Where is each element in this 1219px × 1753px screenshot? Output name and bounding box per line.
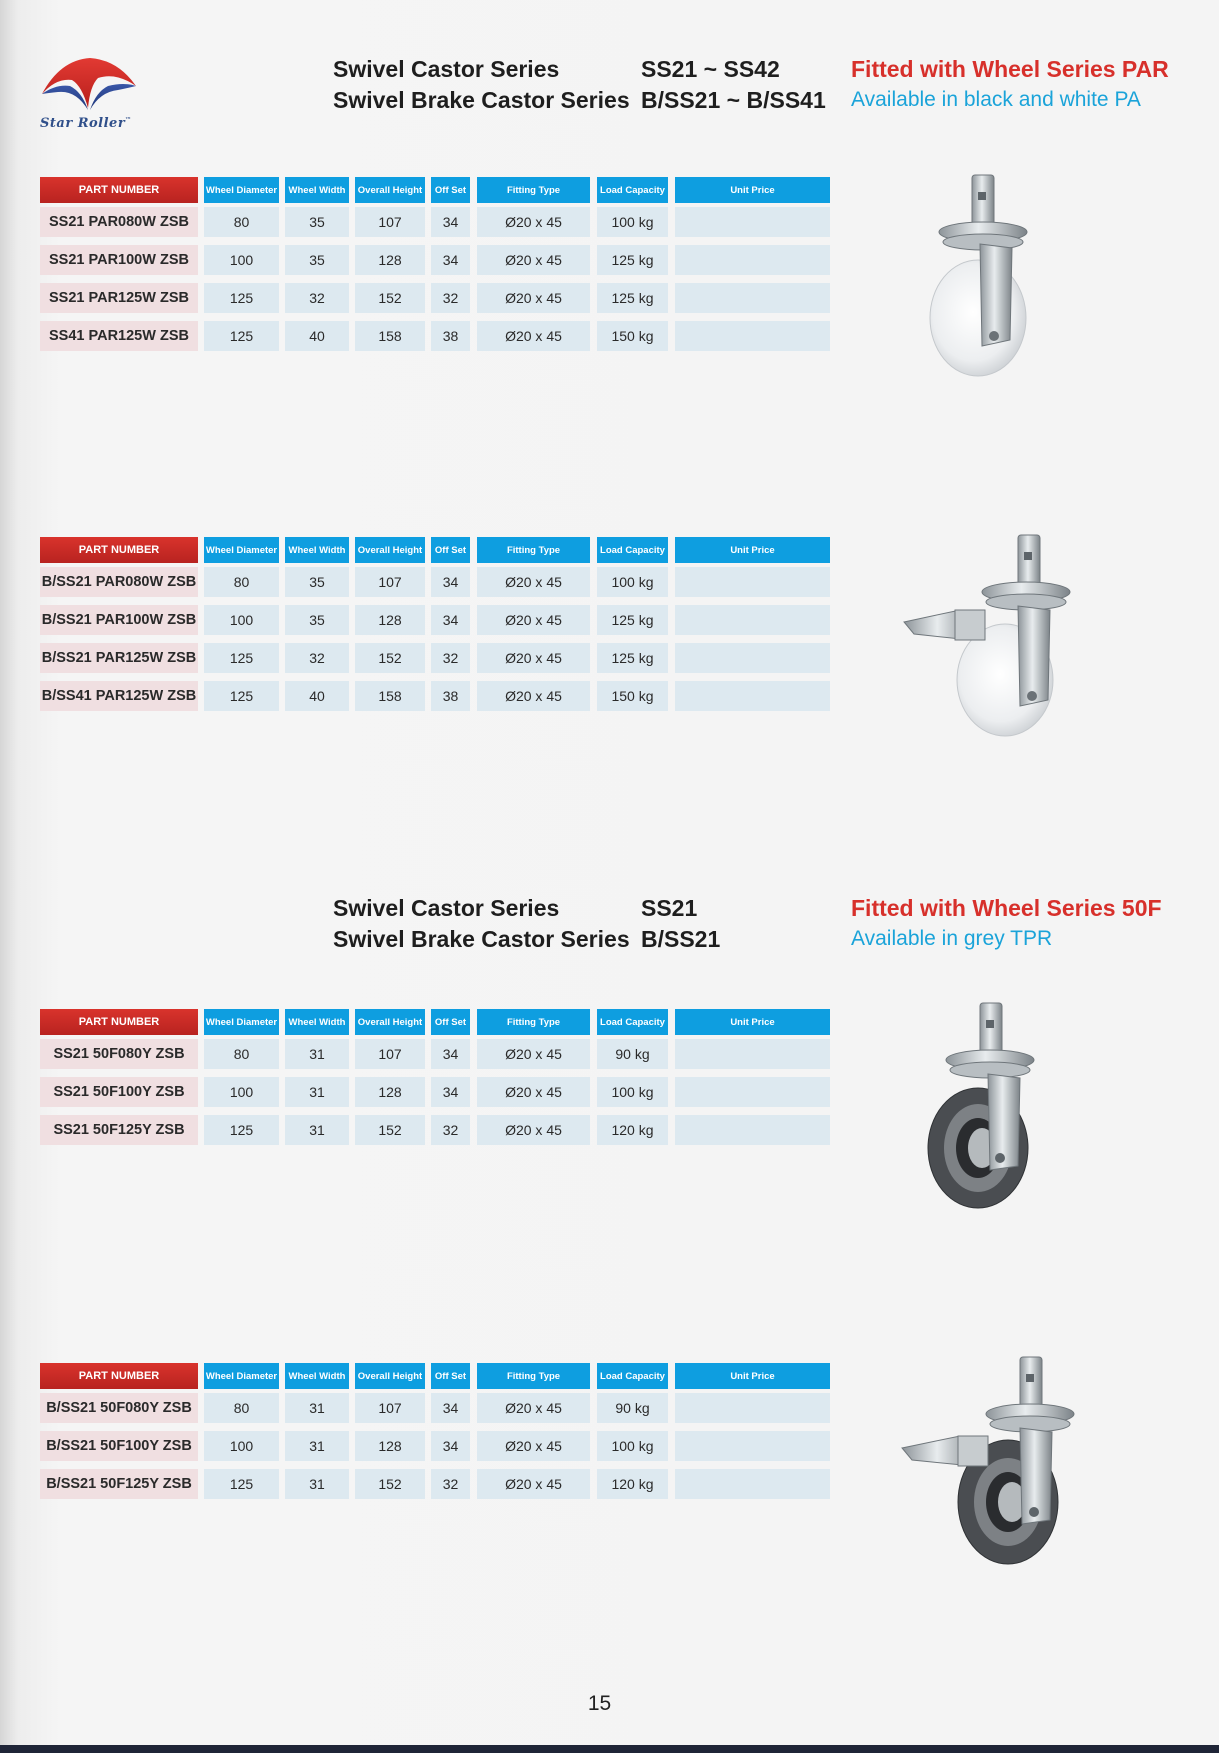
- series-title: Swivel Castor Series: [333, 56, 560, 82]
- col-unit-price: Unit Price: [675, 537, 830, 563]
- col-wheel-diameter: Wheel Diameter: [204, 1363, 279, 1389]
- wheel-diameter: 125: [204, 1469, 279, 1499]
- fitting-type: Ø20 x 45: [477, 1115, 590, 1145]
- off-set: 34: [431, 1077, 470, 1107]
- fitting-type: Ø20 x 45: [477, 1077, 590, 1107]
- table-row: [40, 1389, 830, 1427]
- overall-height: 158: [355, 321, 425, 351]
- wheel-width: 31: [285, 1077, 349, 1107]
- part-number: B/SS21 50F100Y ZSB: [40, 1431, 198, 1461]
- part-number: B/SS21 50F080Y ZSB: [40, 1393, 198, 1423]
- unit-price: [675, 1039, 830, 1069]
- wheel-diameter: 125: [204, 643, 279, 673]
- off-set: 38: [431, 321, 470, 351]
- load-capacity: 125 kg: [597, 283, 668, 313]
- overall-height: 128: [355, 245, 425, 275]
- table-row: [40, 241, 830, 279]
- brand-logo: [38, 56, 148, 136]
- col-fitting-type: Fitting Type: [477, 1363, 590, 1389]
- off-set: 34: [431, 605, 470, 635]
- fitting-type: Ø20 x 45: [477, 605, 590, 635]
- brand-name: [40, 116, 132, 131]
- availability-note: Available in grey TPR: [851, 927, 1053, 950]
- col-part-number: PART NUMBER: [40, 1363, 198, 1389]
- series-code: SS21: [641, 895, 698, 921]
- part-number: SS21 50F100Y ZSB: [40, 1077, 198, 1107]
- off-set: 34: [431, 1039, 470, 1069]
- unit-price: [675, 1115, 830, 1145]
- part-number: SS41 PAR125W ZSB: [40, 321, 198, 351]
- col-part-number: PART NUMBER: [40, 537, 198, 563]
- fitting-type: Ø20 x 45: [477, 1393, 590, 1423]
- overall-height: 107: [355, 207, 425, 237]
- col-wheel-width: Wheel Width: [285, 1009, 349, 1035]
- brake-castor-white-wheel-icon: [900, 530, 1090, 750]
- load-capacity: 125 kg: [597, 643, 668, 673]
- load-capacity: 100 kg: [597, 1431, 668, 1461]
- col-off-set: Off Set: [431, 537, 470, 563]
- col-unit-price: Unit Price: [675, 1009, 830, 1035]
- col-unit-price: Unit Price: [675, 177, 830, 203]
- load-capacity: 90 kg: [597, 1393, 668, 1423]
- unit-price: [675, 1469, 830, 1499]
- part-number: SS21 PAR125W ZSB: [40, 283, 198, 313]
- wheel-width: 32: [285, 643, 349, 673]
- page-number: 15: [587, 1692, 612, 1715]
- col-off-set: Off Set: [431, 1009, 470, 1035]
- wheel-diameter: 80: [204, 1393, 279, 1423]
- wheel-width: 35: [285, 207, 349, 237]
- spec-table-swivel-50f: [40, 1009, 830, 1149]
- availability-note: Available in black and white PA: [851, 88, 1141, 111]
- col-overall-height: Overall Height: [355, 537, 425, 563]
- off-set: 32: [431, 1115, 470, 1145]
- table-row: [40, 639, 830, 677]
- wheel-diameter: 100: [204, 605, 279, 635]
- fitting-type: Ø20 x 45: [477, 283, 590, 313]
- overall-height: 107: [355, 1393, 425, 1423]
- unit-price: [675, 207, 830, 237]
- wheel-width: 40: [285, 321, 349, 351]
- fitting-type: Ø20 x 45: [477, 567, 590, 597]
- col-fitting-type: Fitting Type: [477, 1009, 590, 1035]
- wheel-width: 31: [285, 1115, 349, 1145]
- unit-price: [675, 283, 830, 313]
- col-overall-height: Overall Height: [355, 1009, 425, 1035]
- col-wheel-width: Wheel Width: [285, 1363, 349, 1389]
- trademark-mark: ™: [125, 116, 132, 124]
- overall-height: 128: [355, 1077, 425, 1107]
- fitting-type: Ø20 x 45: [477, 245, 590, 275]
- table-row: [40, 203, 830, 241]
- wheel-width: 40: [285, 681, 349, 711]
- table-row: [40, 1073, 830, 1111]
- swivel-castor-grey-wheel-icon: [920, 998, 1070, 1218]
- overall-height: 128: [355, 1431, 425, 1461]
- table-header: [40, 1363, 830, 1389]
- off-set: 32: [431, 1469, 470, 1499]
- overall-height: 152: [355, 1469, 425, 1499]
- fitting-type: Ø20 x 45: [477, 681, 590, 711]
- off-set: 32: [431, 643, 470, 673]
- col-part-number: PART NUMBER: [40, 177, 198, 203]
- unit-price: [675, 245, 830, 275]
- fitting-type: Ø20 x 45: [477, 1431, 590, 1461]
- wheel-diameter: 80: [204, 207, 279, 237]
- part-number: B/SS21 50F125Y ZSB: [40, 1469, 198, 1499]
- wheel-width: 32: [285, 283, 349, 313]
- col-load-capacity: Load Capacity: [597, 1009, 668, 1035]
- part-number: B/SS21 PAR100W ZSB: [40, 605, 198, 635]
- col-fitting-type: Fitting Type: [477, 177, 590, 203]
- wheel-width: 31: [285, 1039, 349, 1069]
- wheel-diameter: 125: [204, 321, 279, 351]
- part-number: B/SS21 PAR125W ZSB: [40, 643, 198, 673]
- col-overall-height: Overall Height: [355, 1363, 425, 1389]
- off-set: 34: [431, 567, 470, 597]
- table-row: [40, 1427, 830, 1465]
- wheel-width: 35: [285, 605, 349, 635]
- table-header: [40, 177, 830, 203]
- wheel-diameter: 100: [204, 245, 279, 275]
- wheel-diameter: 80: [204, 567, 279, 597]
- part-number: B/SS21 PAR080W ZSB: [40, 567, 198, 597]
- part-number: SS21 50F125Y ZSB: [40, 1115, 198, 1145]
- col-load-capacity: Load Capacity: [597, 177, 668, 203]
- col-part-number: PART NUMBER: [40, 1009, 198, 1035]
- wheel-diameter: 125: [204, 1115, 279, 1145]
- unit-price: [675, 1393, 830, 1423]
- wheel-diameter: 100: [204, 1431, 279, 1461]
- col-fitting-type: Fitting Type: [477, 537, 590, 563]
- table-row: [40, 279, 830, 317]
- fitting-type: Ø20 x 45: [477, 207, 590, 237]
- fitting-type: Ø20 x 45: [477, 643, 590, 673]
- col-unit-price: Unit Price: [675, 1363, 830, 1389]
- logo-mark-icon: [38, 56, 142, 114]
- overall-height: 107: [355, 567, 425, 597]
- load-capacity: 100 kg: [597, 1077, 668, 1107]
- wheel-series-note: Fitted with Wheel Series PAR: [851, 56, 1169, 82]
- wheel-width: 35: [285, 567, 349, 597]
- table-row: [40, 563, 830, 601]
- fitting-type: Ø20 x 45: [477, 321, 590, 351]
- load-capacity: 125 kg: [597, 245, 668, 275]
- wheel-diameter: 100: [204, 1077, 279, 1107]
- wheel-width: 35: [285, 245, 349, 275]
- load-capacity: 120 kg: [597, 1115, 668, 1145]
- part-number: SS21 PAR080W ZSB: [40, 207, 198, 237]
- overall-height: 128: [355, 605, 425, 635]
- unit-price: [675, 1077, 830, 1107]
- brake-series-title: Swivel Brake Castor Series: [333, 926, 630, 952]
- series-code: SS21 ~ SS42: [641, 56, 780, 82]
- unit-price: [675, 567, 830, 597]
- part-number: SS21 PAR100W ZSB: [40, 245, 198, 275]
- table-row: [40, 601, 830, 639]
- load-capacity: 150 kg: [597, 321, 668, 351]
- col-wheel-diameter: Wheel Diameter: [204, 1009, 279, 1035]
- overall-height: 152: [355, 1115, 425, 1145]
- spec-table-brake-par: [40, 537, 830, 715]
- load-capacity: 100 kg: [597, 207, 668, 237]
- brake-series-code: B/SS21 ~ B/SS41: [641, 87, 826, 113]
- overall-height: 158: [355, 681, 425, 711]
- series-heading-1: [333, 56, 1213, 118]
- col-load-capacity: Load Capacity: [597, 537, 668, 563]
- wheel-diameter: 125: [204, 283, 279, 313]
- col-overall-height: Overall Height: [355, 177, 425, 203]
- table-header: [40, 537, 830, 563]
- series-heading-2: [333, 895, 1213, 957]
- spec-table-brake-50f: [40, 1363, 830, 1503]
- brake-series-code: B/SS21: [641, 926, 721, 952]
- load-capacity: 120 kg: [597, 1469, 668, 1499]
- col-load-capacity: Load Capacity: [597, 1363, 668, 1389]
- spec-table-swivel-par: [40, 177, 830, 355]
- fitting-type: Ø20 x 45: [477, 1039, 590, 1069]
- unit-price: [675, 681, 830, 711]
- part-number: B/SS41 PAR125W ZSB: [40, 681, 198, 711]
- load-capacity: 150 kg: [597, 681, 668, 711]
- col-wheel-diameter: Wheel Diameter: [204, 177, 279, 203]
- unit-price: [675, 321, 830, 351]
- unit-price: [675, 605, 830, 635]
- off-set: 34: [431, 207, 470, 237]
- off-set: 34: [431, 1393, 470, 1423]
- col-wheel-width: Wheel Width: [285, 537, 349, 563]
- col-wheel-diameter: Wheel Diameter: [204, 537, 279, 563]
- overall-height: 152: [355, 643, 425, 673]
- table-row: [40, 1111, 830, 1149]
- table-header: [40, 1009, 830, 1035]
- overall-height: 152: [355, 283, 425, 313]
- overall-height: 107: [355, 1039, 425, 1069]
- load-capacity: 90 kg: [597, 1039, 668, 1069]
- off-set: 34: [431, 1431, 470, 1461]
- table-row: [40, 1465, 830, 1503]
- wheel-diameter: 125: [204, 681, 279, 711]
- swivel-castor-white-wheel-icon: [920, 170, 1070, 390]
- table-row: [40, 1035, 830, 1073]
- col-off-set: Off Set: [431, 177, 470, 203]
- load-capacity: 125 kg: [597, 605, 668, 635]
- fitting-type: Ø20 x 45: [477, 1469, 590, 1499]
- off-set: 38: [431, 681, 470, 711]
- table-row: [40, 317, 830, 355]
- wheel-width: 31: [285, 1431, 349, 1461]
- unit-price: [675, 1431, 830, 1461]
- wheel-width: 31: [285, 1393, 349, 1423]
- wheel-diameter: 80: [204, 1039, 279, 1069]
- wheel-series-note: Fitted with Wheel Series 50F: [851, 895, 1162, 921]
- series-title: Swivel Castor Series: [333, 895, 560, 921]
- page-bottom-edge: [0, 1745, 1219, 1753]
- brand-name-text: Star Roller: [40, 116, 126, 131]
- col-off-set: Off Set: [431, 1363, 470, 1389]
- table-row: [40, 677, 830, 715]
- brake-castor-grey-wheel-icon: [900, 1352, 1090, 1572]
- col-wheel-width: Wheel Width: [285, 177, 349, 203]
- unit-price: [675, 643, 830, 673]
- wheel-width: 31: [285, 1469, 349, 1499]
- part-number: SS21 50F080Y ZSB: [40, 1039, 198, 1069]
- load-capacity: 100 kg: [597, 567, 668, 597]
- off-set: 32: [431, 283, 470, 313]
- off-set: 34: [431, 245, 470, 275]
- brake-series-title: Swivel Brake Castor Series: [333, 87, 630, 113]
